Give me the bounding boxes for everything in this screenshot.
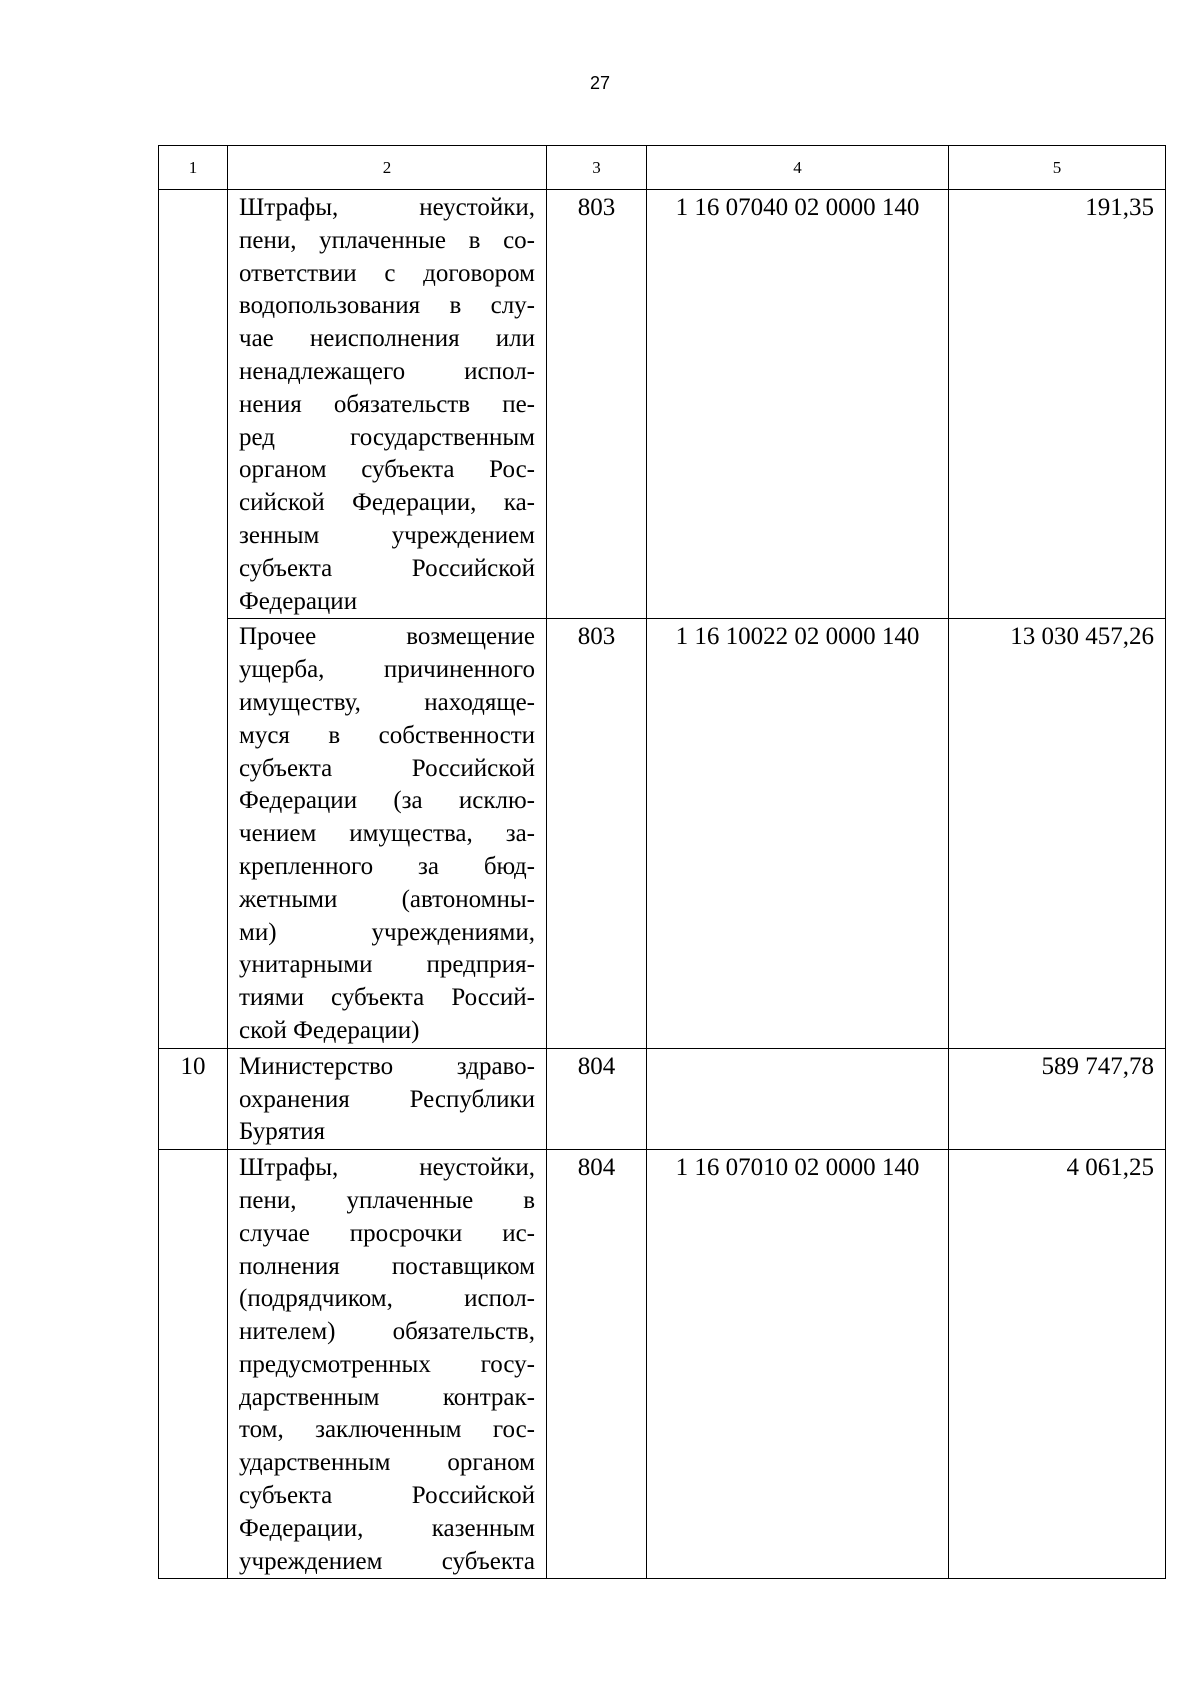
row-number-cell: 10 [159,1048,228,1149]
row-number-cell [159,1150,228,1579]
text-line: том, заключенным гос- [239,1416,535,1444]
text-line: ненадлежащего испол- [239,357,535,385]
budget-code-cell: 1 16 07010 02 0000 140 [647,1150,949,1579]
text-line: полнения поставщиком [239,1252,535,1280]
revenue-table [158,145,1166,1579]
amount-cell: 13 030 457,26 [949,619,1166,1048]
header-col-2: 2 [228,146,547,190]
text-line: Федерации (за исклю- [239,787,535,815]
table-row [159,1150,1166,1579]
text-line: Федерации, казенным [239,1514,535,1542]
text-line: чае неисполнения или [239,325,535,353]
table-row [159,190,1166,619]
text-line: Штрафы, неустойки, [239,1154,535,1182]
text-line: ми) учреждениями, [239,918,535,946]
text-line: предусмотренных госу- [239,1350,535,1378]
text-line: Федерации [239,587,358,615]
text-line: жетными (автономны- [239,885,535,913]
budget-code-cell: 1 16 10022 02 0000 140 [647,619,949,1048]
table-row [159,1048,1166,1149]
text-line: дарственным контрак- [239,1383,535,1411]
text-line: субъекта Российской [239,554,535,582]
amount-cell: 589 747,78 [949,1048,1166,1149]
text-line: ущерба, причиненного [239,656,535,684]
text-line: охранения Республики [239,1085,535,1113]
text-line: имуществу, находяще- [239,688,535,716]
text-line: субъекта Российской [239,1482,535,1510]
text-line: ответствии с договором [239,259,535,287]
text-line: нителем) обязательств, [239,1318,535,1346]
admin-code-cell: 804 [547,1150,647,1579]
text-line: крепленного за бюд- [239,852,535,880]
text-line: зенным учреждением [239,521,535,549]
header-col-5: 5 [949,146,1166,190]
text-line: органом субъекта Рос- [239,456,535,484]
text-line: ред государственным [239,423,535,451]
text-line: чением имущества, за- [239,820,535,848]
budget-code-cell: 1 16 07040 02 0000 140 [647,190,949,619]
text-line: Бурятия [239,1118,326,1146]
header-col-3: 3 [547,146,647,190]
text-line: ударственным органом [239,1449,535,1477]
admin-code-cell: 803 [547,190,647,619]
text-line: случае просрочки ис- [239,1219,535,1247]
admin-code-cell: 804 [547,1048,647,1149]
text-line: учреждением субъекта [239,1547,535,1575]
amount-cell: 191,35 [949,190,1166,619]
text-line: пени, уплаченные в [239,1186,535,1214]
revenue-name-cell [228,190,547,619]
revenue-name-cell [228,1048,547,1149]
admin-code-cell: 803 [547,619,647,1048]
revenue-name-cell [228,1150,547,1579]
text-line: муся в собственности [239,721,535,749]
text-line: пени, уплаченные в со- [239,226,535,254]
text-line: тиями субъекта Россий- [239,984,535,1012]
text-line: субъекта Российской [239,754,535,782]
text-line: унитарными предприя- [239,951,535,979]
text-line: (подрядчиком, испол- [239,1285,535,1313]
text-line: Прочее возмещение [239,623,535,651]
amount-cell: 4 061,25 [949,1150,1166,1579]
revenue-name-cell [228,619,547,1048]
page-number: 27 [589,73,611,93]
text-line: сийской Федерации, ка- [239,489,535,517]
budget-code-cell [647,1048,949,1149]
text-line: нения обязательств пе- [239,390,535,418]
text-line: ской Федерации) [239,1016,420,1044]
text-line: Штрафы, неустойки, [239,194,535,221]
header-col-1: 1 [159,146,228,190]
text-line: водопользования в слу- [239,292,535,320]
table-row [159,619,1166,1048]
row-number-cell [159,190,228,1049]
header-col-4: 4 [647,146,949,190]
text-line: Министерство здраво- [239,1052,535,1080]
table-header-row [159,146,1166,190]
